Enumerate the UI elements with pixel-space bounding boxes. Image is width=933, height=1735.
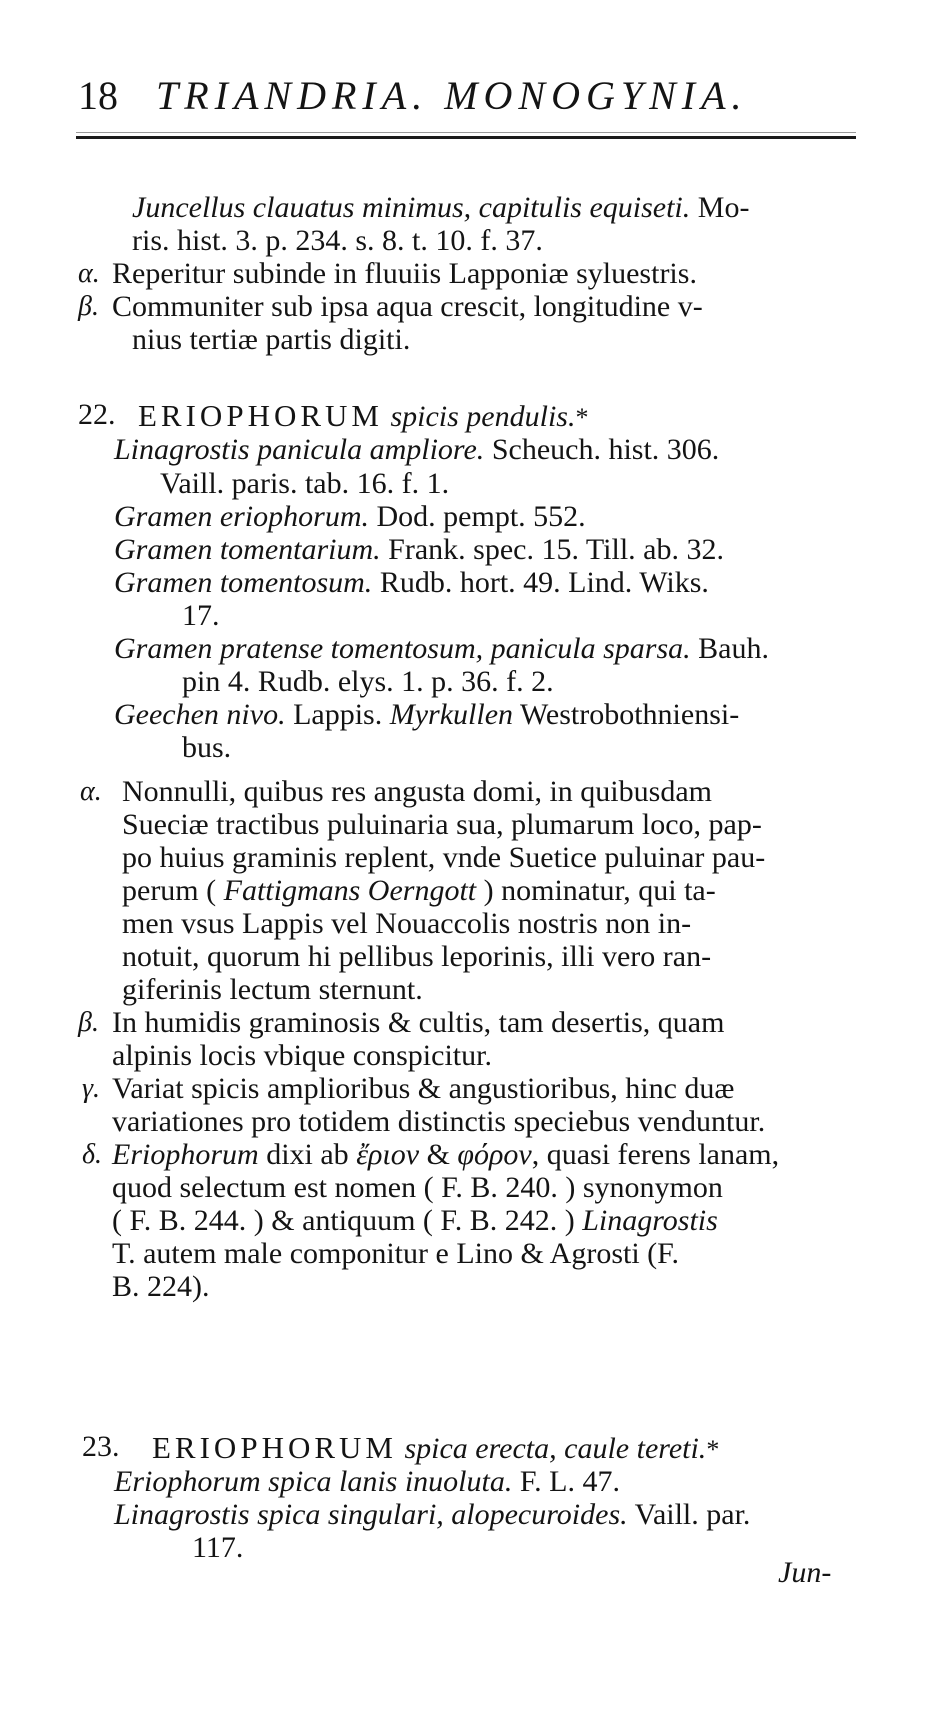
text-line bbox=[112, 1170, 788, 1206]
italic-text: Linagrostis panicula ampliore. bbox=[114, 433, 485, 466]
header-rule bbox=[76, 136, 856, 139]
text-line bbox=[114, 532, 790, 568]
italic-text: Gramen tomentosum. bbox=[114, 566, 373, 599]
text-span: Lappis. bbox=[285, 698, 390, 731]
italic-text: spicis pendulis. bbox=[382, 400, 576, 433]
entry-number: 22. bbox=[78, 398, 116, 431]
italic-text: spica erecta, caule tereti. bbox=[396, 1432, 707, 1465]
text-span: 117. bbox=[192, 1531, 244, 1564]
text-span: B. 224). bbox=[112, 1270, 210, 1303]
text-span: men vsus Lappis vel Nouaccolis nostris non in- bbox=[122, 907, 692, 940]
text-span: notuit, quorum hi pellibus leporinis, illi vero ran- bbox=[122, 940, 712, 973]
text-span: nius tertiæ partis digiti. bbox=[132, 323, 411, 356]
text-span: Reperitur subinde in fluuiis Lapponiæ syluestris. bbox=[112, 257, 697, 290]
text-line bbox=[112, 1005, 788, 1041]
text-span: bus. bbox=[182, 731, 232, 764]
text-span: Nonnulli, quibus res angusta domi, in quibusdam bbox=[122, 775, 712, 808]
running-header bbox=[0, 72, 933, 132]
text-span: ( F. B. 244. ) & antiquum ( F. B. 242. ) bbox=[112, 1204, 583, 1237]
text-line bbox=[112, 289, 778, 325]
item-marker: δ. bbox=[82, 1139, 103, 1170]
text-span: Communiter sub ipsa aqua crescit, longitudine v- bbox=[112, 290, 703, 323]
text-line bbox=[182, 598, 242, 634]
text-line bbox=[112, 1038, 542, 1074]
text-span: Vaill. paris. tab. 16. f. 1. bbox=[160, 467, 450, 500]
text-span: * bbox=[706, 1435, 720, 1464]
text-span: Sueciæ tractibus puluinaria sua, plumarum loco, pap- bbox=[122, 808, 762, 841]
text-span: ERIOPHORUM bbox=[138, 398, 383, 433]
italic-text: Linagrostis spica singulari, alopecuroides. bbox=[114, 1498, 628, 1531]
text-span: alpinis locis vbique conspicitur. bbox=[112, 1039, 492, 1072]
text-span: Mo- bbox=[690, 191, 750, 224]
item-marker: α. bbox=[78, 258, 100, 289]
item-marker: γ. bbox=[82, 1073, 101, 1104]
text-span: ) nominatur, qui ta- bbox=[476, 874, 716, 907]
text-line bbox=[182, 730, 262, 766]
text-span: 17. bbox=[182, 599, 220, 632]
italic-text: ἔριον bbox=[356, 1138, 420, 1171]
text-line bbox=[132, 190, 798, 226]
text-line bbox=[114, 1464, 654, 1500]
catchword: Jun- bbox=[778, 1556, 832, 1589]
italic-text: φόρον bbox=[457, 1138, 532, 1171]
text-line bbox=[132, 322, 462, 358]
text-line bbox=[112, 1071, 788, 1107]
text-line bbox=[122, 906, 788, 942]
text-span: variationes pro totidem distinctis speciebus venduntur. bbox=[112, 1105, 766, 1138]
italic-text: Linagrostis bbox=[582, 1204, 718, 1237]
text-span: quod selectum est nomen ( F. B. 240. ) synonymon bbox=[112, 1171, 723, 1204]
text-line bbox=[114, 432, 790, 468]
text-line bbox=[112, 1269, 242, 1305]
italic-text: Eriophorum spica lanis inuoluta. bbox=[114, 1465, 513, 1498]
text-span: , quasi ferens lanam, bbox=[531, 1138, 780, 1171]
text-line bbox=[138, 398, 798, 436]
text-line bbox=[160, 466, 540, 502]
italic-text: Myrkullen bbox=[389, 698, 514, 731]
italic-text: Geechen nivo. bbox=[114, 698, 286, 731]
text-span: Dod. pempt. 552. bbox=[369, 500, 586, 533]
italic-text: Gramen pratense tomentosum, panicula sparsa. bbox=[114, 632, 691, 665]
item-marker: β. bbox=[78, 1007, 99, 1038]
text-line bbox=[132, 223, 652, 259]
text-line bbox=[192, 1530, 252, 1566]
italic-text: Juncellus clauatus minimus, capitulis equiseti. bbox=[132, 191, 691, 224]
text-line bbox=[114, 631, 790, 667]
italic-text: Eriophorum bbox=[112, 1138, 259, 1171]
entry-number: 23. bbox=[82, 1430, 120, 1463]
text-line bbox=[122, 873, 788, 909]
text-span: Westrobothniensi- bbox=[513, 698, 740, 731]
text-line bbox=[122, 972, 482, 1008]
text-line bbox=[112, 1203, 788, 1239]
text-line bbox=[114, 499, 644, 535]
text-span: * bbox=[575, 403, 589, 432]
text-span: po huius graminis replent, vnde Suetice puluinar pau- bbox=[122, 841, 766, 874]
text-line bbox=[122, 939, 788, 975]
text-line bbox=[122, 840, 788, 876]
text-line bbox=[114, 565, 790, 601]
text-line bbox=[122, 807, 788, 843]
text-span: dixi ab bbox=[258, 1138, 357, 1171]
text-line bbox=[152, 1430, 792, 1468]
header-rule-thin bbox=[76, 132, 856, 133]
text-span: T. autem male componitur e Lino & Agrosti (F. bbox=[112, 1237, 679, 1270]
italic-text: Fattigmans Oerngott bbox=[223, 874, 477, 907]
page-number: 18 bbox=[78, 73, 118, 118]
text-line bbox=[112, 1236, 788, 1272]
item-marker: α. bbox=[80, 776, 102, 807]
text-span: ris. hist. 3. p. 234. s. 8. t. 10. f. 37. bbox=[132, 224, 543, 257]
text-line bbox=[114, 697, 790, 733]
text-span: Scheuch. hist. 306. bbox=[484, 433, 720, 466]
text-line bbox=[122, 774, 788, 810]
running-title: TRIANDRIA. MONOGYNIA. bbox=[156, 73, 748, 118]
text-line bbox=[112, 256, 772, 292]
item-marker: β. bbox=[78, 291, 99, 322]
text-span: giferinis lectum sternunt. bbox=[122, 973, 423, 1006]
text-span: ERIOPHORUM bbox=[152, 1430, 397, 1465]
text-span: In humidis graminosis & cultis, tam desertis, quam bbox=[112, 1006, 725, 1039]
text-line bbox=[112, 1137, 788, 1173]
text-span: F. L. 47. bbox=[512, 1465, 620, 1498]
text-line bbox=[182, 664, 642, 700]
text-line bbox=[112, 1104, 788, 1140]
text-span: pin 4. Rudb. elys. 1. p. 36. f. 2. bbox=[182, 665, 554, 698]
text-span: Vaill. par. bbox=[627, 1498, 751, 1531]
italic-text: Gramen eriophorum. bbox=[114, 500, 369, 533]
text-span: Bauh. bbox=[690, 632, 769, 665]
text-span: Frank. spec. 15. Till. ab. 32. bbox=[380, 533, 725, 566]
text-span: & bbox=[419, 1138, 458, 1171]
text-span: perum ( bbox=[122, 874, 224, 907]
text-line bbox=[114, 1497, 790, 1533]
text-span: Rudb. hort. 49. Lind. Wiks. bbox=[372, 566, 709, 599]
italic-text: Gramen tomentarium. bbox=[114, 533, 381, 566]
text-span: Variat spicis amplioribus & angustioribus, hinc duæ bbox=[112, 1072, 735, 1105]
